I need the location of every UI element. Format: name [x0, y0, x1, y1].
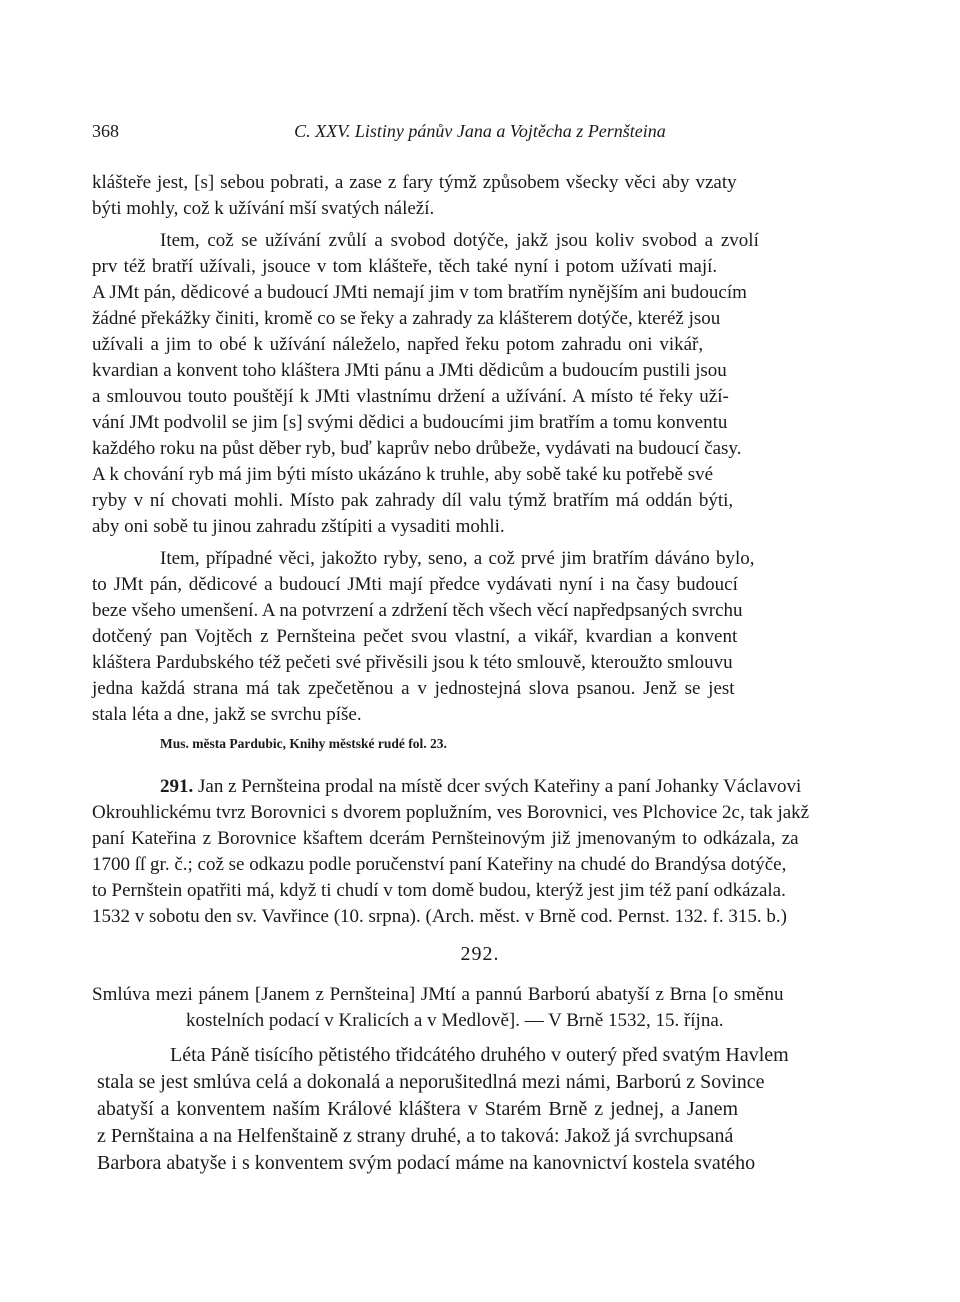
text-line: Barbora abatyše i s konventem svým podací máme na kanovnictví kostela svatého: [97, 1152, 756, 1174]
text-line: prv též bratří užívali, jsouce v tom klášteře, těch také nyní i potom užívati mají.: [92, 256, 718, 277]
page-number: 368: [92, 121, 119, 141]
page-header: [92, 121, 868, 147]
text-line: to Pernštein opatřiti má, když ti chudí v tom domě budou, kterýž jest jim též paní odkázala.: [92, 880, 786, 901]
text-line: žádné překážky činiti, kromě co se řeky a zahrady za klášterem dotýče, kteréž jsou: [92, 308, 721, 329]
paragraph-first-line: Item, což se užívání zvůlí a svobod dotýče, jakž jsou koliv svobod a zvolí: [160, 230, 759, 251]
text-line: z Pernštaina a na Helfenštaině z strany druhé, a to taková: Jakož já svrchupsaná: [97, 1125, 734, 1147]
text-line: aby oni sobě tu jinou zahradu zštípiti a vysaditi mohli.: [92, 516, 505, 537]
text-line: 1532 v sobotu den sv. Vavřince (10. srpna). (Arch. měst. v Brně cod. Pernst. 132. f. 315. b.): [92, 906, 787, 927]
text-line: stala léta a dne, jakž se svrchu píše.: [92, 704, 362, 725]
text-line: kláštera Pardubského též pečeti své přivěsili jsou k této smlouvě, kteroužto smlouvu: [92, 652, 733, 673]
text-line: dotčený pan Vojtěch z Pernšteina pečet svou vlastní, a vikář, kvardian a konvent: [92, 626, 738, 647]
paragraph-first-line: Item, případné věci, jakožto ryby, seno, a což prvé jim bratřím dáváno bylo,: [160, 548, 755, 569]
text-line: 1700 ſſ gr. č.; což se odkazu podle poručenství paní Kateřiny na chudé do Brandýsa dotýče,: [92, 854, 787, 875]
running-title: C. XXV. Listiny pánův Jana a Vojtěcha z Pernšteina: [294, 121, 666, 141]
text-line: A JMt pán, dědicové a budoucí JMti nemají jim v tom bratřím nynějším ani budoucím: [92, 282, 747, 303]
text-line: užívali a jim to obé k užívání náleželo, napřed řeku potom zahradu oni vikář,: [92, 334, 704, 355]
text-line: ryby v ní chovati mohli. Místo pak zahrady díl valu týmž bratřím má oddán býti,: [92, 490, 734, 511]
text-line: vání JMt podvolil se jim [s] svými dědici a budoucími jim bratřím a tomu konventu: [92, 412, 728, 433]
text-line: stala se jest smlúva celá a dokonalá a neporušitedlná mezi námi, Barború z Sovince: [97, 1071, 765, 1093]
section-regest-line: kostelních podací v Kralicích a v Medlově]. — V Brně 1532, 15. října.: [186, 1010, 724, 1031]
regest-number: 291.: [160, 776, 194, 797]
text-line: A k chování ryb má jim býti místo ukázáno k truhle, aby sobě také ku potřebě své: [92, 464, 714, 485]
source-note: Mus. města Pardubic, Knihy městské rudé fol. 23.: [160, 736, 447, 751]
text-line: to JMt pán, dědicové a budoucí JMti mají předce vydávati nyní i na časy budoucí: [92, 574, 738, 595]
text-line: kvardian a konvent toho kláštera JMti pánu a JMti dědicům a budoucím pustili jsou: [92, 360, 727, 381]
regest-text: Jan z Pernšteina prodal na místě dcer svých Kateřiny a paní Johanky Václavovi: [193, 776, 802, 797]
text-line: Okrouhlickému tvrz Borovnici s dvorem poplužním, ves Borovnici, ves Plchovice 2c, tak jakž: [92, 802, 810, 823]
paragraph-first-line: Léta Páně tisícího pětistého třidcátého druhého v outerý před svatým Havlem: [170, 1044, 789, 1066]
regest-291-first-line: [160, 775, 801, 799]
section-regest-line: Smlúva mezi pánem [Janem z Pernšteina] JMtí a pannú Barború abatyší z Brna [o směnu: [92, 984, 784, 1005]
text-line: beze všeho umenšení. A na potvrzení a zdržení těch všech věcí napředpsaných svrchu: [92, 600, 743, 621]
text-line: abatyší a konventem naším Králové kláštera v Starém Brně z jednej, a Janem: [97, 1098, 739, 1120]
text-line: klášteře jest, [s] sebou pobrati, a zase z fary týmž způsobem všecky věci aby vzaty: [92, 172, 737, 193]
text-line: jedna každá strana má tak zpečetěnou a v jednostejná slova psanou. Jenž se jest: [92, 678, 735, 699]
text-line: paní Kateřina z Borovnice kšaftem dcerám Pernšteinovým již jmenovaným to odkázala, za: [92, 828, 799, 849]
section-number: 292.: [460, 943, 500, 965]
text-line: býti mohly, což k užívání mší svatých náleží.: [92, 198, 435, 219]
text-line: každého roku na půst děber ryb, buď kaprův nebo drůbeže, vydávati na budoucí časy.: [92, 438, 742, 459]
text-line: a smlouvou touto pouštějí k JMti vlastnímu držení a užívání. A místo té řeky uží-: [92, 386, 729, 407]
